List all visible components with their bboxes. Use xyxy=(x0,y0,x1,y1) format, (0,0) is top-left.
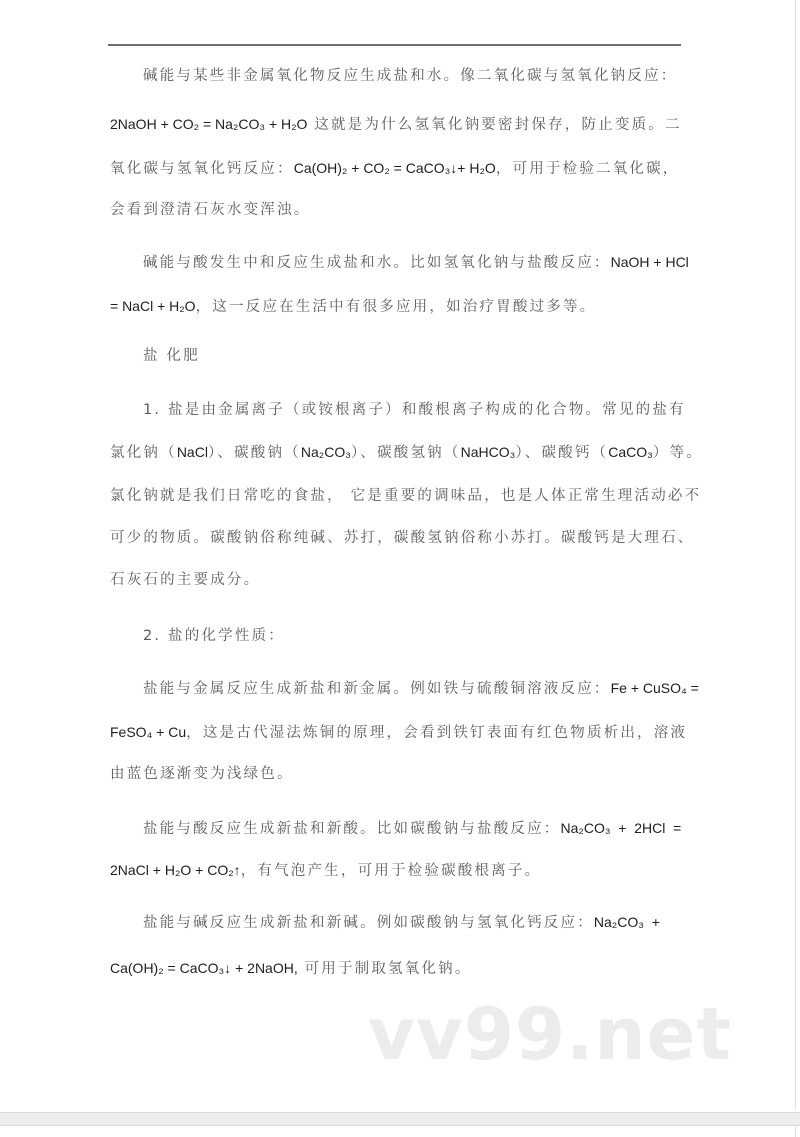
formula: 2NaCl + H₂O + CO₂↑ xyxy=(110,862,241,878)
formula: NaCl xyxy=(176,444,208,460)
section-heading: 盐 化肥 xyxy=(143,348,200,364)
paragraph-salt-base-line-2: Ca(OH)₂ = CaCO₃↓ + 2NaOH, 可用于制取氢氧化钠。 xyxy=(110,960,472,977)
formula: Ca(OH)₂ + CO₂ = CaCO₃↓+ H₂O xyxy=(293,160,496,176)
watermark: vv99.net xyxy=(368,992,732,1076)
paragraph-salt-acid-line-1: 盐能与酸反应生成新盐和新酸。比如碳酸钠与盐酸反应：Na₂CO₃ + 2HCl = xyxy=(143,820,682,837)
paragraph-salt-acid-line-2: 2NaCl + H₂O + CO₂↑，有气泡产生，可用于检验碳酸根离子。 xyxy=(110,862,542,879)
paragraph-salt-base-line-1: 盐能与碱反应生成新盐和新碱。例如碳酸钠与氢氧化钙反应：Na₂CO₃ + xyxy=(143,914,660,931)
list-item-1-line-3: 氯化钠就是我们日常吃的食盐， 它是重要的调味品，也是人体正常生理活动必不 xyxy=(110,488,702,504)
paragraph-base-nonmetal-oxide-line-3: 氧化碳与氢氧化钙反应：Ca(OH)₂ + CO₂ = CaCO₃↓+ H₂O，可用于检验二氧化碳， xyxy=(110,160,680,177)
formula: Na₂CO₃ xyxy=(300,444,351,460)
list-item-1-line-4: 可少的物质。碳酸钠俗称纯碱、苏打，碳酸氢钠俗称小苏打。碳酸钙是大理石、 xyxy=(110,530,695,546)
paragraph-base-nonmetal-oxide-line-2: 2NaOH + CO₂ = Na₂CO₃ + H₂O 这就是为什么氢氧化钠要密封保存，防止变质。二 xyxy=(110,116,682,133)
paragraph-neutralization-line-2: = NaCl + H₂O，这一反应在生活中有很多应用，如治疗胃酸过多等。 xyxy=(110,298,597,315)
formula: = NaCl + H₂O xyxy=(110,298,196,314)
paragraph-salt-metal-line-2: FeSO₄ + Cu，这是古代湿法炼铜的原理，会看到铁钉表面有红色物质析出，溶液 xyxy=(110,724,688,741)
page-break-separator xyxy=(0,1112,800,1126)
list-item-1-line-2: 氯化钠（NaCl）、碳酸钠（Na₂CO₃）、碳酸氢钠（NaHCO₃）、碳酸钙（CaCO₃）等。 xyxy=(110,444,703,461)
header-rule xyxy=(108,44,681,46)
formula: CaCO₃ xyxy=(608,444,653,460)
paragraph-salt-metal-line-1: 盐能与金属反应生成新盐和新金属。例如铁与硫酸铜溶液反应：Fe + CuSO₄ = xyxy=(143,680,699,697)
list-item-2-title: 2. 盐的化学性质： xyxy=(143,628,285,644)
formula: Na₂CO₃ + 2HCl = xyxy=(560,820,682,836)
paragraph-salt-metal-line-3: 由蓝色逐渐变为浅绿色。 xyxy=(110,766,294,782)
list-item-1-line-1: 1. 盐是由金属离子（或铵根离子）和酸根离子构成的化合物。常见的盐有 xyxy=(143,402,686,418)
paragraph-neutralization-line-1: 碱能与酸发生中和反应生成盐和水。比如氢氧化钠与盐酸反应：NaOH + HCl xyxy=(143,254,689,271)
formula: Na₂CO₃ + xyxy=(593,914,660,930)
paragraph-base-nonmetal-oxide-line-1: 碱能与某些非金属氧化物反应生成盐和水。像二氧化碳与氢氧化钠反应： xyxy=(143,68,678,84)
formula: Fe + CuSO₄ = xyxy=(610,680,699,696)
formula: 2NaOH + CO₂ = Na₂CO₃ + H₂O xyxy=(110,116,308,132)
formula: Ca(OH)₂ = CaCO₃↓ + 2NaOH, xyxy=(110,960,298,976)
formula: NaHCO₃ xyxy=(460,444,516,460)
list-item-1-line-5: 石灰石的主要成分。 xyxy=(110,572,261,588)
next-page xyxy=(0,1126,796,1137)
formula: FeSO₄ + Cu xyxy=(110,724,187,740)
formula: NaOH + HCl xyxy=(610,254,689,270)
paragraph-base-nonmetal-oxide-line-4: 会看到澄清石灰水变浑浊。 xyxy=(110,202,311,218)
